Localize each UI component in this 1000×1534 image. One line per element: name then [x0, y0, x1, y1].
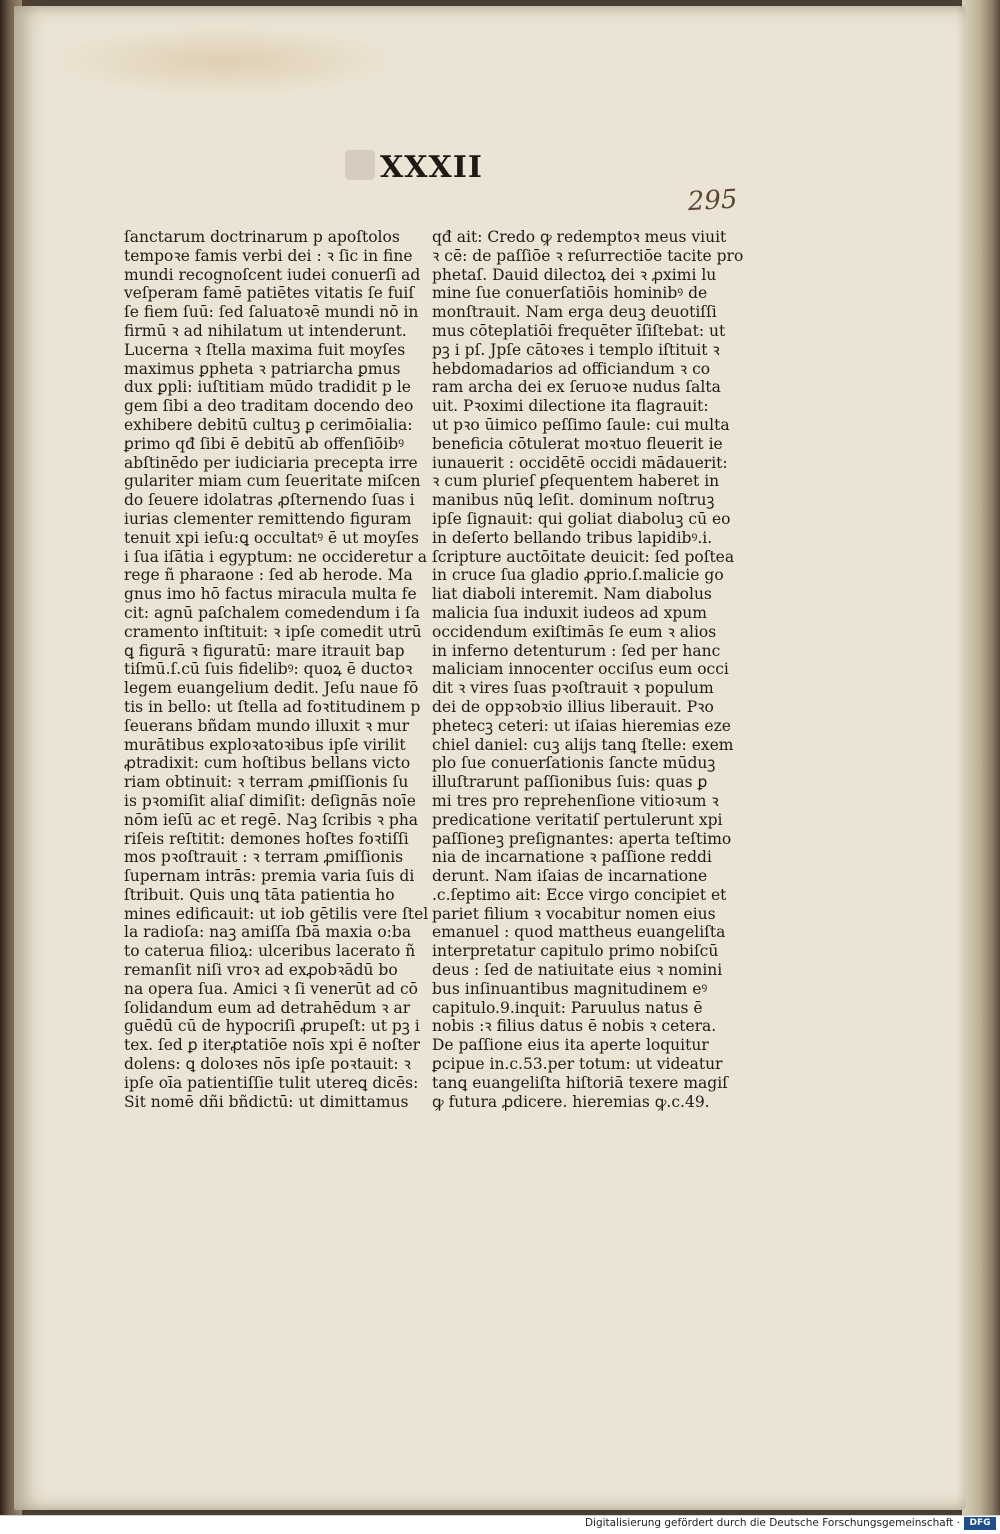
text-line: derunt. Nam iſaias de incarnatione: [432, 867, 708, 886]
text-line: dei de oppꝛobꝛio illius liberauit. Pꝛo: [432, 697, 714, 716]
text-line: to caterua filioꝝ: ulceribus lacerato ñ: [124, 942, 416, 961]
text-line: illuſtrarunt paſſionibus ſuis: quas ꝑ: [432, 773, 708, 792]
text-line: ſolidandum eum ad detrahēdum ꝛ ar: [124, 998, 411, 1017]
text-line: bus inſinuantibus magnitudinem eꝰ: [432, 979, 708, 998]
text-line: uit. Pꝛoximi dilectione ita flagrauit:: [432, 397, 709, 416]
funding-notice: Digitalisierung gefördert durch die Deutsche Forschungsgemeinschaft ·: [584, 1517, 960, 1529]
text-line: nobis :ꝛ filius datus ē nobis ꝛ cetera.: [432, 1017, 717, 1036]
text-line: rege ñ pharaone : ſed ab herode. Ma: [124, 566, 413, 585]
text-line: hebdomadarios ad officiandum ꝛ co: [432, 359, 711, 378]
text-line: phetaſ. Dauid dilectoꝝ dei ꝛ ꝓximi lu: [432, 265, 717, 284]
text-line: maliciam innocenter occiſus eum occi: [432, 660, 729, 679]
text-line: ſcripture auctōitate deuicit: ſed poſtea: [432, 547, 735, 566]
text-line: ꝙ futura ꝓdicere. hieremias ꝙ.c.49.: [432, 1092, 710, 1111]
text-line: ſtribuit. Quis unꝗ tāta patientia ho: [124, 885, 395, 904]
text-line: tis in bello: ut ſtella ad foꝛtitudinem p: [124, 697, 421, 716]
text-line: tanꝗ euangeliſta hiſtoriā texere magiſ: [432, 1073, 728, 1092]
text-line: interpretatur capitulo primo nobiſcū: [432, 942, 719, 961]
text-line: .c.ſeptimo ait: Ecce virgo concipiet et: [432, 885, 727, 904]
text-line: murātibus exploꝛatoꝛibus ipſe virilit: [124, 735, 406, 754]
text-line: la radioſa: naꝫ amiſſa ſbā maxia o:ba: [124, 923, 412, 942]
text-line: tempoꝛe famis verbi dei : ꝛ ſic in fine: [124, 246, 413, 265]
text-line: gulariter miam cum ſeueritate miſcen: [124, 472, 421, 491]
text-line: liat diaboli interemit. Nam diabolus: [432, 585, 712, 604]
text-line: ipſe oīa patientiſſie tulit utereꝗ dicēs:: [124, 1073, 419, 1092]
text-line: mos pꝛoſtrauit : ꝛ terram ꝓmiſſionis: [124, 848, 404, 867]
text-line: ut pꝛo ūimico peſſimo ſaule: cui multa: [432, 415, 730, 434]
text-line: manibus nūꝗ leſit. dominum noſtruꝫ: [432, 491, 715, 510]
folio-number: XXXII: [380, 150, 483, 185]
text-line: abſtinēdo per iudiciaria precepta irre: [124, 453, 418, 472]
text-line: iurias clementer remittendo figuram: [124, 509, 412, 528]
text-column-right: [432, 228, 744, 1111]
text-column-left: [124, 228, 429, 1111]
text-line: gnus imo hō factus miracula multa fe: [124, 585, 417, 604]
dfg-logo: DFG: [964, 1517, 996, 1530]
text-line: tex. ſed ꝑ iterꝓtatiōe noīs xpi ē noſter: [124, 1036, 421, 1055]
text-line: nia de incarnatione ꝛ paſſione reddi: [432, 848, 712, 867]
text-line: ram archa dei ex ſeruoꝛe nudus ſalta: [432, 378, 721, 397]
text-line: ꝗ figurā ꝛ figuratū: mare itrauit bap: [124, 641, 405, 660]
text-line: dolens: ꝗ doloꝛes nōs ipſe poꝛtauit: ꝛ: [124, 1055, 411, 1074]
text-line: emanuel : quod mattheus euangeliſta: [432, 923, 726, 942]
text-line: capitulo.9.inquit: Paruulus natus ē: [432, 998, 703, 1017]
text-line: tenuit xpi ieſu:ꝗ occultatꝰ ē ut moyſes: [124, 528, 419, 547]
text-line: legem euangelium dedit. Jeſu naue fō: [124, 679, 419, 698]
text-line: veſperam famē patiētes vitatis ſe fuiſ: [124, 284, 415, 303]
text-line: tiſmū.ſ.cū ſuis fidelibꝰ: quoꝝ ē ductoꝛ: [124, 660, 413, 679]
text-line: is pꝛomiſit aliaſ dimiſit: deſignās noīe: [124, 791, 416, 810]
text-line: occidendum exiſtimās ſe eum ꝛ alios: [432, 622, 717, 641]
text-line: ſeuerans bñdam mundo illuxit ꝛ mur: [124, 716, 410, 735]
text-line: ipſe ſignauit: qui goliat diaboluꝫ cū eo: [432, 509, 731, 528]
text-line: ꝑcipue in.c.53.per totum: ut videatur: [432, 1055, 723, 1074]
text-line: deus : ſed de natiuitate eius ꝛ nomini: [432, 961, 723, 980]
text-line: ſe fiem ſuū: ſed ſaluatoꝛē mundi nō in: [124, 303, 419, 322]
show-through-mark: [345, 150, 375, 180]
text-line: na opera ſua. Amici ꝛ ſi venerūt ad cō: [124, 979, 419, 998]
text-line: i ſua iſātia i egyptum: ne occideretur a: [124, 547, 427, 566]
text-line: mines edificauit: ut iob gētilis vere ſtel: [124, 904, 429, 923]
text-line: nōm ieſū ac et regē. Naꝫ ſcribis ꝛ pha: [124, 810, 419, 829]
text-line: dux ꝑpli: iuſtitiam mūdo tradidit p le: [124, 378, 411, 397]
text-line: pariet filium ꝛ vocabitur nomen eius: [432, 904, 716, 923]
text-line: pꝫ i pſ. Jpſe cātoꝛes i templo iſtituit ꝛ: [432, 340, 720, 359]
text-line: guēdū cū de hypocriſi ꝓrupeſt: ut pꝫ i: [124, 1017, 420, 1036]
text-line: in deſerto bellando tribus lapidibꝰ.i.: [432, 528, 713, 547]
water-stain: [54, 26, 394, 96]
book-fore-edge: [962, 0, 1000, 1515]
text-line: iunauerit : occidētē occidi mādauerit:: [432, 453, 728, 472]
text-line: riſeis reſtitit: demones hoſtes foꝛtiſſi: [124, 829, 409, 848]
text-line: mundi recognoſcent iudei conuerſi ad: [124, 265, 421, 284]
text-line: in inferno detenturum : ſed per hanc: [432, 641, 721, 660]
text-line: ꝓtradixit: cum hoſtibus bellans victo: [124, 754, 411, 773]
text-line: ſanctarum doctrinarum p apoſtolos: [124, 228, 400, 246]
text-line: ꝛ cum plurieſ ꝑſequentem haberet in: [432, 472, 720, 491]
text-line: firmū ꝛ ad nihilatum ut intenderunt.: [124, 321, 407, 340]
text-line: do ſeuere idolatras ꝓſternendo ſuas i: [124, 491, 415, 510]
text-line: malicia ſua induxit iudeos ad xpum: [432, 603, 707, 622]
text-line: mi tres pro reprehenſione vitioꝛum ꝛ: [432, 791, 719, 810]
text-line: ꝛ cē: de paſſiōe ꝛ reſurrectiōe tacite pro: [432, 246, 744, 265]
text-line: Lucerna ꝛ ſtella maxima fuit moyſes: [124, 340, 406, 359]
text-line: plo ſue conuerſationis ſancte mūduꝫ: [432, 754, 716, 773]
text-line: Sit nomē dñi bñdictū: ut dimittamus: [124, 1092, 409, 1111]
text-line: monſtrauit. Nam erga deuꝫ deuotiſſi: [432, 303, 717, 322]
text-line: ſupernam intrās: premia varia ſuis di: [124, 867, 415, 886]
text-line: exhibere debitū cultuꝫ ꝑ cerimōialia:: [124, 415, 413, 434]
text-line: maximus ꝑpheta ꝛ patriarcha ꝑmus: [124, 359, 401, 378]
text-line: mine ſue conuerſatiōis hominibꝰ de: [432, 284, 708, 303]
text-line: paſſioneꝫ preſignantes: aperta teſtimo: [432, 829, 732, 848]
text-line: mus cōteplatiōi frequēter īſiſtebat: ut: [432, 321, 726, 340]
text-line: riam obtinuit: ꝛ terram ꝓmiſſionis ſu: [124, 773, 409, 792]
text-line: predicatione veritatiſ pertulerunt xpi: [432, 810, 723, 829]
text-line: remanſit niſi vroꝛ ad exꝓobꝛādū bo: [124, 961, 398, 980]
text-line: dit ꝛ vires ſuas pꝛoſtrauit ꝛ populum: [432, 679, 714, 698]
text-line: qđ ait: Credo ꝙ redemptoꝛ meus viuit: [432, 228, 727, 246]
text-line: gem ſibi a deo traditam docendo deo: [124, 397, 414, 416]
text-line: beneficia cōtulerat moꝛtuo fleuerit ie: [432, 434, 723, 453]
text-line: ꝑrimo qđ ſibi ē debitū ab offenſiōibꝰ: [124, 434, 405, 453]
text-line: De paſſione eius ita aperte loquitur: [432, 1036, 709, 1055]
handwritten-page-number: 295: [687, 184, 739, 218]
text-line: in cruce ſua gladio ꝓprio.ſ.malicie go: [432, 566, 724, 585]
text-line: cit: agnū paſchalem comedendum i ſa: [124, 603, 420, 622]
text-line: cramento inſtituit: ꝛ ipſe comedit utrū: [124, 622, 422, 641]
text-line: chiel daniel: cuꝫ alijs tanꝗ ſtelle: exem: [432, 735, 734, 754]
text-line: phetecꝫ ceteri: ut iſaias hieremias eze: [432, 716, 731, 735]
